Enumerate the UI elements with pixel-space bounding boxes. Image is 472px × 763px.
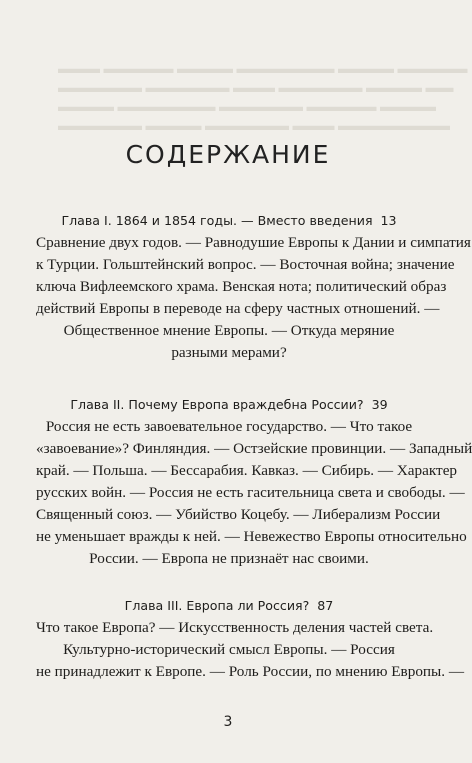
summary-line: «завоевание»? Финляндия. — Остзейские провинции. — Западный [36, 440, 472, 457]
chapter-summary [36, 232, 471, 364]
chapter-entry-2 [36, 397, 472, 570]
chapter-entry-3 [36, 598, 465, 683]
chapter-heading [36, 397, 422, 412]
chapter-entry-1 [36, 213, 471, 364]
chapter-page-number: 39 [371, 397, 388, 412]
summary-line: не уменьшает вражды к ней. — Невежество Европы относительно [36, 528, 467, 545]
page-title: СОДЕРЖАНИЕ [125, 140, 331, 169]
page-number: 3 [223, 714, 233, 730]
chapter-page-number: 13 [380, 213, 397, 228]
summary-line: Сравнение двух годов. — Равнодушие Европы к Дании и симпатия [36, 234, 471, 251]
summary-line: край. — Польша. — Бессарабия. Кавказ. — Сибирь. — Характер [36, 462, 458, 479]
summary-line: Общественное мнение Европы. — Откуда меряние [63, 322, 395, 339]
summary-line: Что такое Европа? — Искусственность деления частей света. [36, 619, 434, 636]
summary-line: России. — Европа не признаёт нас своими. [89, 550, 369, 567]
chapter-page-number: 87 [317, 598, 334, 613]
summary-line: Культурно-исторический смысл Европы. — Россия [63, 641, 395, 658]
summary-line: действий Европы в переводе на сферу частных отношений. — [36, 300, 440, 317]
bleed-through-texture: ▬▬▬ ▬▬▬▬▬ ▬▬▬▬ ▬▬▬▬▬▬▬ ▬▬▬▬ ▬▬▬▬▬ ▬▬▬▬▬▬ ▬▬▬▬▬▬ ▬▬▬ ▬▬▬▬▬▬ ▬▬▬▬ ▬▬ ▬▬▬▬ ▬▬▬▬▬▬▬ ▬▬▬▬▬▬ ▬▬▬▬▬ ▬▬▬▬ ▬▬▬▬▬▬ ▬▬▬▬ ▬▬▬▬▬▬ ▬▬▬ ▬▬▬▬▬▬▬▬ [58, 62, 468, 134]
chapter-title: Глава III. Европа ли Россия? [124, 598, 310, 613]
chapter-heading [36, 598, 422, 613]
summary-line: ключа Вифлеемского храма. Венская нота; политический образ [36, 278, 447, 295]
chapter-title: Глава I. 1864 и 1854 годы. — Вместо введения [61, 213, 373, 228]
chapter-summary [36, 617, 465, 683]
chapter-summary [36, 416, 472, 570]
summary-line: к Турции. Гольштейнский вопрос. — Восточная война; значение [36, 256, 455, 273]
summary-line: русских войн. — Россия не есть гасительница света и свободы. — [36, 484, 465, 501]
chapter-title: Глава II. Почему Европа враждебна России? [70, 397, 364, 412]
summary-line: не принадлежит к Европе. — Роль России, по мнению Европы. — [36, 663, 465, 680]
summary-line: разными мерами? [171, 344, 287, 361]
summary-line: Россия не есть завоевательное государство. — Что такое [45, 418, 413, 435]
summary-line: Священный союз. — Убийство Коцебу. — Либерализм России [36, 506, 441, 523]
chapter-heading [36, 213, 422, 228]
